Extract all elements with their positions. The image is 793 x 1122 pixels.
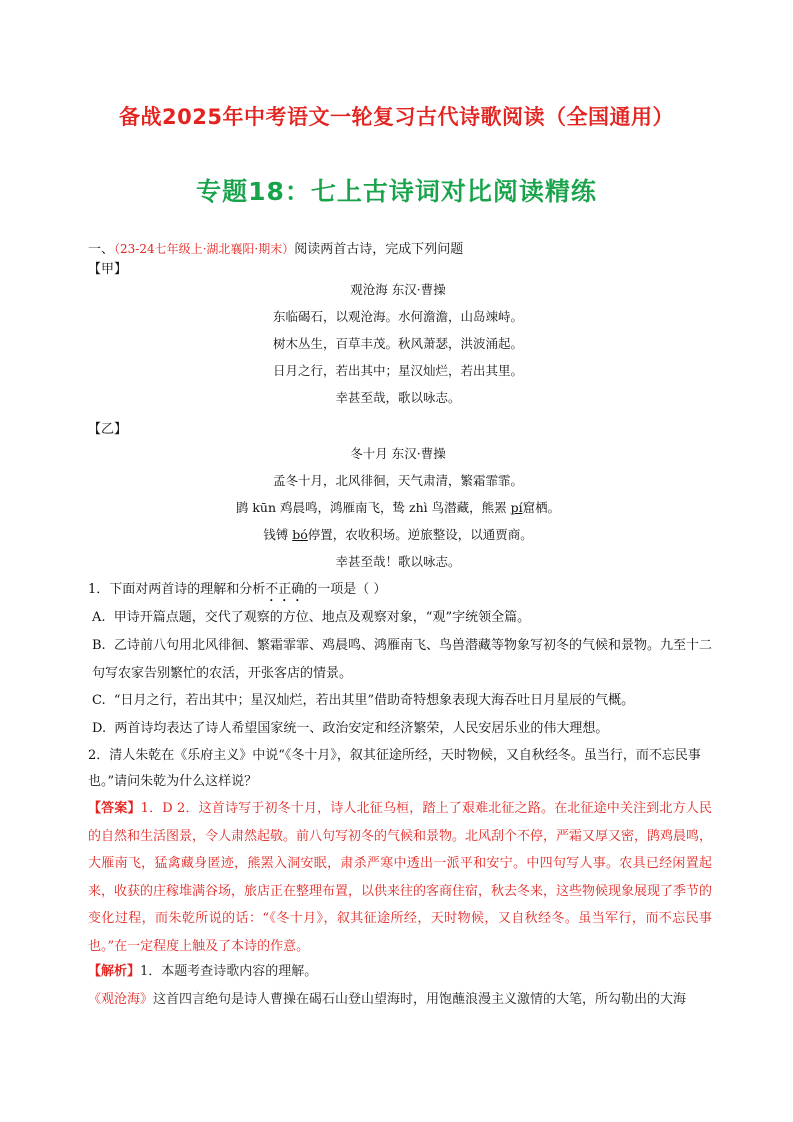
poem-a-label: 【甲】 — [88, 262, 128, 277]
option-text: 甲诗开篇点题，交代了观察的方位、地点及观察对象，“观”字统领全篇。 — [113, 610, 531, 625]
pinyin-note: bó — [292, 527, 308, 542]
pinyin-note: zhì — [409, 500, 428, 515]
answer-tag: 【答案】 — [88, 801, 141, 816]
answer-block — [88, 795, 712, 960]
option-b — [92, 632, 712, 688]
analysis-line — [88, 958, 712, 986]
question-intro — [88, 238, 463, 257]
question-1-text: 1．下面对两首诗的理解和分析 — [88, 582, 266, 597]
analysis-poem-name: 《观沧海》 — [88, 991, 154, 1007]
poem-b-line: 幸甚至哉！歌以咏志。 — [335, 554, 461, 569]
question-1-emphasis: 不正确 — [265, 582, 305, 597]
option-key: B. — [92, 638, 106, 653]
option-d — [92, 715, 712, 743]
poem-a — [88, 276, 708, 411]
poem-a-line: 东临碣石，以观沧海。水何澹澹，山岛竦峙。 — [272, 309, 523, 324]
poem-b — [88, 440, 708, 575]
pinyin-note: kūn — [252, 500, 277, 515]
poem-b-line — [88, 521, 708, 548]
option-text: 两首诗均表达了诗人希望国家统一、政治安定和经济繁荣，人民安居乐业的伟大理想。 — [114, 721, 609, 736]
poem-b-label: 【乙】 — [88, 422, 128, 437]
poem-a-line: 树木丛生，百草丰茂。秋风萧瑟，洪波涌起。 — [272, 336, 523, 351]
poem-text: 鸟潜藏，熊罴 — [431, 500, 507, 515]
analysis-text: 这首四言绝句是诗人曹操在碣石山登山望海时，用饱蘸浪漫主义激情的大笔，所勾勒出的大海 — [153, 991, 687, 1007]
option-c — [92, 687, 712, 715]
analysis-line — [88, 986, 712, 1014]
option-key: A. — [92, 610, 106, 625]
option-a — [92, 604, 712, 632]
option-text: “日月之行，若出其中；星汉灿烂，若出其里”借助奇特想象表现大海吞吐日月星辰的气概。 — [113, 693, 635, 708]
document-subtitle: 专题18：七上古诗词对比阅读精练 — [196, 177, 597, 206]
question-source: （23-24七年级上·湖北襄阳·期末） — [114, 242, 295, 256]
option-key: C. — [92, 693, 106, 708]
option-text: 乙诗前八句用北风徘徊、繁霜霏霏、鸡晨鸣、鸿雁南飞、鸟兽潜藏等物象写初冬的气候和景物。九至十二句写农家告别繁忙的农活，开张客店的情景。 — [92, 638, 712, 681]
question-instruction: 阅读两首古诗，完成下列问题 — [294, 242, 464, 257]
poem-text: 窟栖。 — [522, 500, 561, 515]
poem-b-title: 冬十月 东汉·曹操 — [350, 446, 446, 461]
poem-text: 鸡晨鸣，鸿雁南飞，鸷 — [280, 500, 406, 515]
answer-text: 1．D 2．这首诗写于初冬十月，诗人北征乌桓，踏上了艰难北征之路。在北征途中关注到北方人民的自然和生活图景，令人肃然起敬。前八句写初冬的气候和景物。北风刮个不停，严霜又厚又密，鹍鸡晨鸣，大雁南飞，猛禽藏身匿迹，熊罴入洞安眠，肃杀严寒中透出一派平和安宁。中四句写人事。农具已经闲置起来，收获的庄稼堆满谷场，旅店正在整理布置，以供来往的客商住宿，秋去冬来，这些物候现象展现了季节的变化过程，而朱乾所说的话：“《冬十月》，叙其征途所经，天时物候，又自秋经冬。虽当军行，而不忘民事也。”在一定程度上触及了本诗的作意。 — [88, 801, 713, 954]
option-key: D. — [92, 721, 107, 736]
question-2: 2．清人朱乾在《乐府主义》中说“《冬十月》，叙其征途所经，天时物候，又自秋经冬。虽当行，而不忘民事也。”请问朱乾为什么这样说？ — [88, 748, 701, 789]
analysis-block — [88, 958, 712, 1013]
document-title: 备战2025年中考语文一轮复习古代诗歌阅读（全国通用） — [119, 105, 674, 129]
poem-b-line — [88, 494, 708, 521]
analysis-tag: 【解析】 — [88, 964, 141, 979]
pinyin-note: pí — [510, 500, 523, 515]
poem-text: 钱镈 — [263, 527, 289, 542]
poem-a-line: 日月之行，若出其中；星汉灿烂，若出其里。 — [272, 363, 523, 378]
poem-a-title: 观沧海 东汉·曹操 — [350, 282, 446, 297]
analysis-text: 1．本题考查诗歌内容的理解。 — [140, 964, 318, 979]
question-1-text: 的一项是（ ） — [304, 582, 387, 597]
poem-a-line: 幸甚至哉，歌以咏志。 — [335, 390, 461, 405]
question-1 — [88, 577, 712, 605]
question-number: 一、 — [88, 242, 115, 257]
poem-text: 鹍 — [235, 500, 249, 515]
poem-b-line: 孟冬十月，北风徘徊，天气肃清，繁霜霏霏。 — [272, 473, 523, 488]
poem-text: 停置，农收积场。逆旅整设，以通贾商。 — [307, 527, 533, 542]
